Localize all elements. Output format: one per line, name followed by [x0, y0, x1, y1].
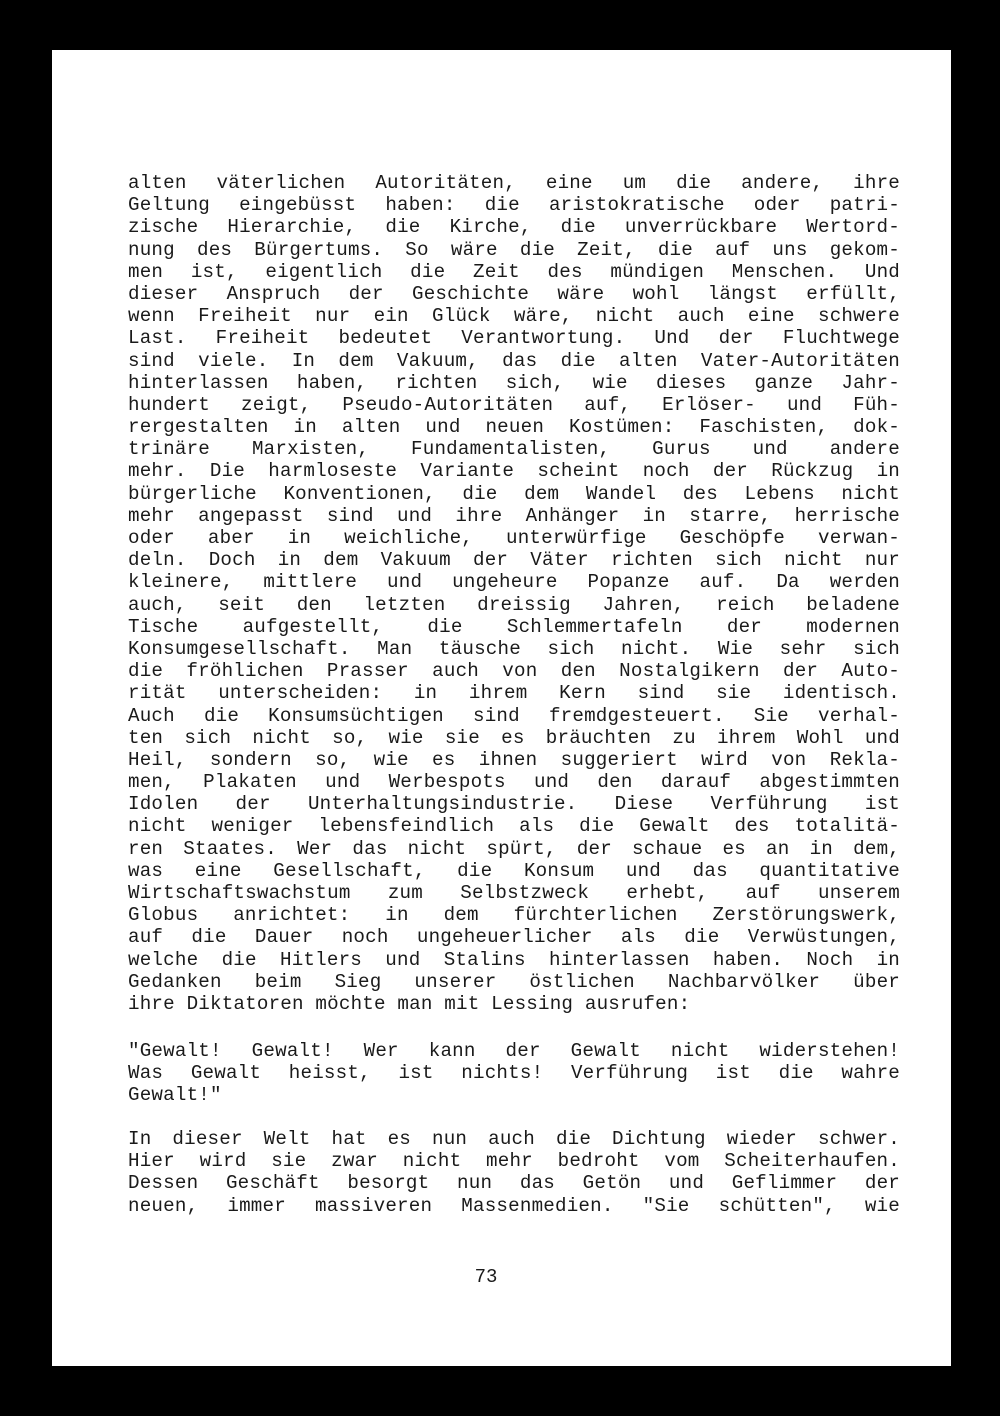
text-line: dieser Anspruch der Geschichte wäre wohl längst erfüllt, [128, 282, 900, 305]
text-line: ten sich nicht so, wie sie es bräuchten zu ihrem Wohl und [128, 726, 900, 749]
text-line: hundert zeigt, Pseudo-Autoritäten auf, Erlöser- und Füh- [128, 393, 900, 416]
text-line: Gedanken beim Sieg unserer östlichen Nachbarvölker über [128, 970, 900, 993]
text-line: nicht weniger lebensfeindlich als die Gewalt des totalitä- [128, 815, 900, 838]
text-line: Auch die Konsumsüchtigen sind fremdgesteuert. Sie verhal- [128, 704, 900, 727]
text-line: Was Gewalt heisst, ist nichts! Verführung ist die wahre [128, 1062, 900, 1085]
text-line: was eine Gesellschaft, die Konsum und das quantitative [128, 859, 900, 882]
text-line: die fröhlichen Prasser auch von den Nostalgikern der Auto- [128, 660, 900, 683]
text-line: Tische aufgestellt, die Schlemmertafeln der modernen [128, 615, 900, 638]
text-line: bürgerliche Konventionen, die dem Wandel des Lebens nicht [128, 482, 900, 505]
text-line: oder aber in weichliche, unterwürfige Geschöpfe verwan- [128, 527, 900, 549]
text-line: Hier wird sie zwar nicht mehr bedroht vom Scheiterhaufen. [128, 1150, 900, 1173]
text-line: men ist, eigentlich die Zeit des mündigen Menschen. Und [128, 260, 900, 283]
text-line: welche die Hitlers und Stalins hinterlassen haben. Noch in [128, 948, 900, 971]
paragraph-closing [128, 1128, 900, 1217]
document-page [52, 50, 951, 1366]
text-line: Idolen der Unterhaltungsindustrie. Diese Verführung ist [128, 793, 900, 816]
text-line: Dessen Geschäft besorgt nun das Getön und Geflimmer der [128, 1172, 900, 1195]
text-line: rität unterscheiden: in ihrem Kern sind sie identisch. [128, 682, 900, 705]
text-line: sind viele. In dem Vakuum, das die alten Vater-Autoritäten [128, 349, 900, 372]
paragraph-quote [128, 1040, 900, 1107]
text-line: "Gewalt! Gewalt! Wer kann der Gewalt nicht widerstehen! [128, 1040, 900, 1062]
text-line: rergestalten in alten und neuen Kostümen: Faschisten, dok- [128, 416, 900, 439]
text-line: Gewalt!" [128, 1084, 222, 1107]
text-line: men, Plakaten und Werbespots und den darauf abgestimmten [128, 771, 900, 794]
text-line: alten väterlichen Autoritäten, eine um die andere, ihre [128, 172, 900, 194]
text-line: In dieser Welt hat es nun auch die Dichtung wieder schwer. [128, 1128, 900, 1150]
text-line: ren Staates. Wer das nicht spürt, der schaue es an in dem, [128, 837, 900, 860]
text-line: trinäre Marxisten, Fundamentalisten, Gurus und andere [128, 438, 900, 461]
text-line: auf die Dauer noch ungeheuerlicher als die Verwüstungen, [128, 926, 900, 949]
text-line: Heil, sondern so, wie es ihnen suggeriert wird von Rekla- [128, 748, 900, 771]
text-line: auch, seit den letzten dreissig Jahren, reich beladene [128, 593, 900, 616]
text-line: kleinere, mittlere und ungeheure Popanze auf. Da werden [128, 571, 900, 594]
text-line: neuen, immer massiveren Massenmedien. "Sie schütten", wie [128, 1194, 900, 1217]
text-line: mehr angepasst sind und ihre Anhänger in starre, herrische [128, 504, 900, 527]
page-number: 73 [474, 1266, 498, 1288]
text-line: Geltung eingebüsst haben: die aristokratische oder patri- [128, 194, 900, 217]
text-line: hinterlassen haben, richten sich, wie dieses ganze Jahr- [128, 371, 900, 394]
text-line: Globus anrichtet: in dem fürchterlichen Zerstörungswerk, [128, 904, 900, 927]
text-line: nung des Bürgertums. So wäre die Zeit, die auf uns gekom- [128, 238, 900, 261]
text-line: ihre Diktatoren möchte man mit Lessing ausrufen: [128, 992, 691, 1015]
text-line: Wirtschaftswachstum zum Selbstzweck erhebt, auf unserem [128, 882, 900, 904]
text-line: mehr. Die harmloseste Variante scheint noch der Rückzug in [128, 460, 900, 483]
text-line: deln. Doch in dem Vakuum der Väter richten sich nicht nur [128, 549, 900, 572]
text-line: Last. Freiheit bedeutet Verantwortung. Und der Fluchtwege [128, 327, 900, 350]
text-line: Konsumgesellschaft. Man täusche sich nicht. Wie sehr sich [128, 637, 900, 660]
text-line: wenn Freiheit nur ein Glück wäre, nicht auch eine schwere [128, 305, 900, 328]
text-line: zische Hierarchie, die Kirche, die unverrückbare Wertord- [128, 216, 900, 239]
paragraph-main [128, 172, 900, 1015]
